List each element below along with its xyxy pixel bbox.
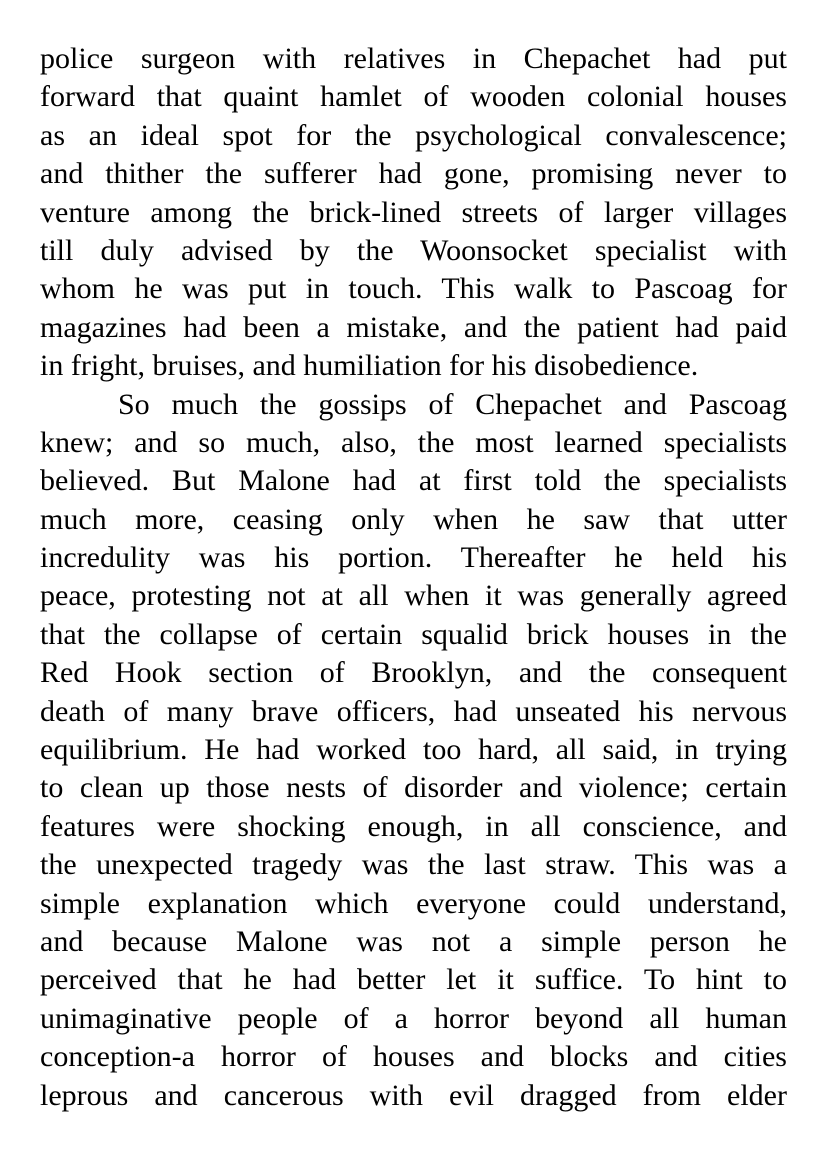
paragraph-1 xyxy=(40,40,787,386)
text-line: leprous and cancerous with evil dragged from elder xyxy=(40,1078,787,1112)
text-line: magazines had been a mistake, and the patient had paid xyxy=(40,310,787,344)
text-line: incredulity was his portion. Thereafter he held his xyxy=(40,541,787,575)
text-line: features were shocking enough, in all conscience, and xyxy=(40,809,787,843)
text-line: So much the gossips of Chepachet and Pascoag xyxy=(118,387,787,421)
text-line: venture among the brick-lined streets of larger villages xyxy=(40,195,787,229)
document-page xyxy=(40,40,787,1115)
text-line: to clean up those nests of disorder and violence; certain xyxy=(40,771,787,805)
text-line: much more, ceasing only when he saw that utter xyxy=(40,502,787,536)
text-line: forward that quaint hamlet of wooden colonial houses xyxy=(40,80,787,114)
text-line: Red Hook section of Brooklyn, and the consequent xyxy=(40,656,787,690)
text-line: and because Malone was not a simple person he xyxy=(40,924,787,958)
paragraph-2 xyxy=(40,386,787,1115)
text-line: peace, protesting not at all when it was generally agreed xyxy=(40,579,787,613)
text-line: till duly advised by the Woonsocket specialist with xyxy=(40,233,787,267)
text-line: perceived that he had better let it suffice. To hint to xyxy=(40,963,787,997)
text-line: in fright, bruises, and humiliation for his disobedience. xyxy=(40,349,699,383)
text-line: unimaginative people of a horror beyond all human xyxy=(40,1001,787,1035)
text-line: equilibrium. He had worked too hard, all said, in trying xyxy=(40,733,787,767)
text-line: believed. But Malone had at first told the specialists xyxy=(40,464,787,498)
text-line: police surgeon with relatives in Chepachet had put xyxy=(40,42,787,75)
text-line: that the collapse of certain squalid brick houses in the xyxy=(40,617,787,651)
text-line: and thither the sufferer had gone, promising never to xyxy=(40,157,787,191)
text-line: death of many brave officers, had unseated his nervous xyxy=(40,694,787,728)
text-line: conception-a horror of houses and blocks and cities xyxy=(40,1040,787,1074)
text-line: whom he was put in touch. This walk to Pascoag for xyxy=(40,272,787,306)
text-line: knew; and so much, also, the most learned specialists xyxy=(40,425,787,459)
text-line: as an ideal spot for the psychological convalescence; xyxy=(40,118,787,152)
text-line: the unexpected tragedy was the last straw. This was a xyxy=(40,848,787,882)
text-line: simple explanation which everyone could understand, xyxy=(40,886,787,920)
